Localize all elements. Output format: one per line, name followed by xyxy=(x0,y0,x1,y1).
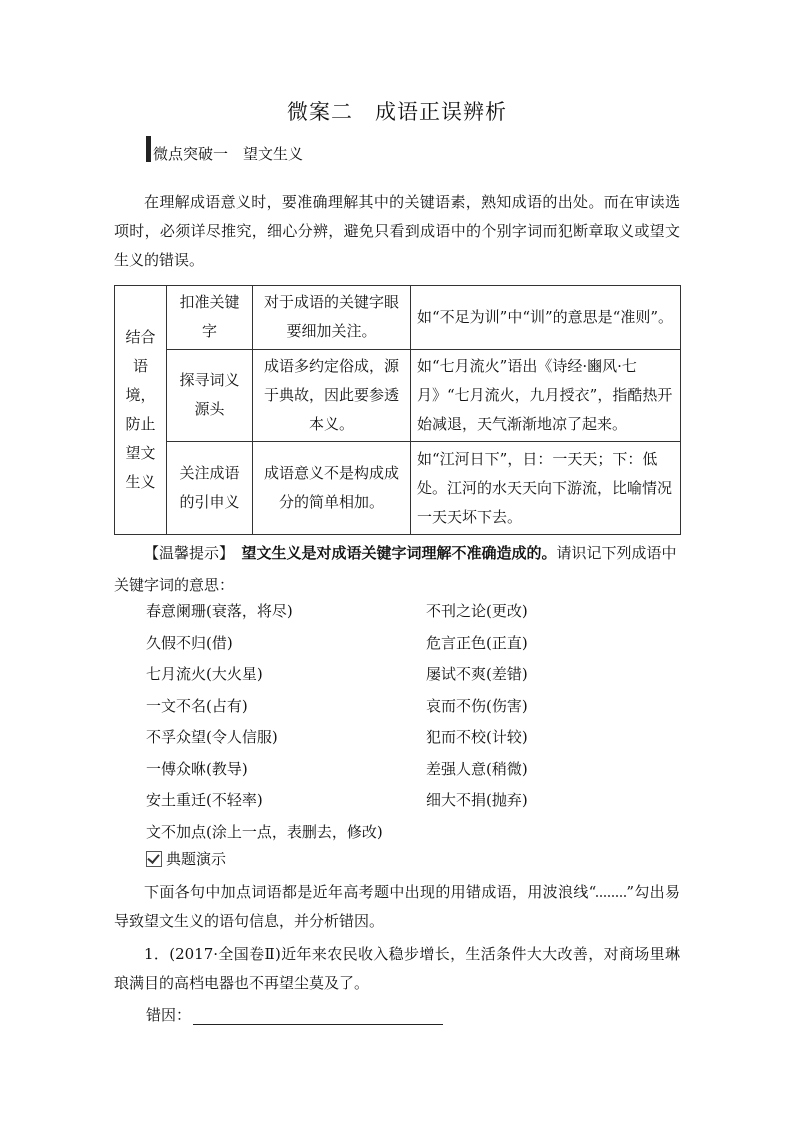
instruction-part-a: 下面各句中加点词语都是近年高考题中出现的用错成语，用波浪线“ xyxy=(144,883,597,901)
idiom-list xyxy=(146,596,666,848)
section-heading xyxy=(146,140,303,166)
idiom-left: 文不加点(涂上一点，表删去，修改) xyxy=(146,822,383,841)
list-item xyxy=(146,754,666,786)
idiom-left: 一傅众咻(教导) xyxy=(146,759,248,778)
answer-blank[interactable] xyxy=(193,1004,443,1025)
method-cell: 探寻词义源头 xyxy=(167,349,253,442)
tip-bold-text: 望文生义是对成语关键字词理解不准确造成的。 xyxy=(241,544,557,562)
method-table xyxy=(114,285,681,535)
idiom-right: 屡试不爽(差错) xyxy=(426,665,528,683)
idiom-left: 久假不归(借) xyxy=(146,633,233,652)
tip-label: 【温馨提示】 xyxy=(144,544,227,562)
demo-heading xyxy=(146,848,226,869)
tip-rest-text: 请识记下列成语中关键字词的意思： xyxy=(114,544,677,594)
answer-label: 错因： xyxy=(146,1006,192,1024)
demo-instruction xyxy=(114,878,680,936)
method-cell: 关注成语的引申义 xyxy=(167,442,253,535)
list-item xyxy=(146,722,666,754)
example-cell: 如“江河日下”，日：一天天；下：低处。江河的水天天向下游流，比喻情况一天天坏下去。 xyxy=(411,442,681,535)
group-label: 结合语境，防止望文生义 xyxy=(125,328,156,491)
intro-paragraph: 在理解成语意义时，要准确理解其中的关键语素，熟知成语的出处。而在审读选项时，必须详尽推究，细心分辨，避免只看到成语中的个别字词而犯断章取义或望文生义的错误。 xyxy=(114,193,680,269)
list-item xyxy=(146,659,666,691)
section-marker-icon xyxy=(146,136,151,162)
table-row xyxy=(115,349,681,442)
idiom-right: 差强人意(稍微) xyxy=(426,759,528,778)
checkbox-check-icon xyxy=(146,851,162,867)
idiom-left: 安土重迁(不轻率) xyxy=(146,791,263,809)
idiom-right: 犯而不校(计较) xyxy=(426,728,528,746)
demo-heading-text: 典题演示 xyxy=(166,850,227,868)
idiom-left: 春意阑珊(衰落，将尽) xyxy=(146,602,293,620)
wavy-line-icon xyxy=(596,885,626,897)
table-row xyxy=(115,286,681,350)
method-cell: 扣准关键字 xyxy=(167,286,253,350)
desc-cell: 成语意义不是构成成分的简单相加。 xyxy=(253,442,411,535)
answer-row xyxy=(146,1004,443,1025)
group-label-cell xyxy=(115,286,167,535)
list-item xyxy=(146,817,666,849)
idiom-right: 危言正色(正直) xyxy=(426,633,528,652)
desc-cell: 成语多约定俗成，源于典故，因此要参透本义。 xyxy=(253,349,411,442)
idiom-left: 七月流火(大火星) xyxy=(146,665,263,683)
idiom-right: 细大不捐(抛弃) xyxy=(426,791,528,809)
question-1: 1．(2017·全国卷Ⅱ)近年来农民收入稳步增长，生活条件大大改善，对商场里琳琅满目的高档电器也不再望尘莫及了。 xyxy=(114,945,680,992)
idiom-right: 不刊之论(更改) xyxy=(426,602,528,620)
idiom-right: 哀而不伤(伤害) xyxy=(426,696,528,715)
list-item xyxy=(146,785,666,817)
page-title: 微案二 成语正误辨析 xyxy=(287,100,507,124)
tip-paragraph xyxy=(114,537,680,601)
list-item xyxy=(146,628,666,660)
table-row xyxy=(115,442,681,535)
section-heading-text: 微点突破一 望文生义 xyxy=(153,144,304,163)
instruction-part-b: ”勾出易导致望文生义的语句信息，并分析错因。 xyxy=(114,883,681,930)
example-cell: 如“七月流火”语出《诗经·豳风·七月》“七月流火，九月授衣”，指酷热开始减退，天气渐渐地凉了起来。 xyxy=(411,349,681,442)
list-item xyxy=(146,596,666,628)
idiom-left: 不孚众望(令人信服) xyxy=(146,728,278,746)
desc-cell: 对于成语的关键字眼要细加关注。 xyxy=(253,286,411,350)
example-cell: 如“不足为训”中“训”的意思是“准则”。 xyxy=(411,286,681,350)
list-item xyxy=(146,691,666,723)
idiom-left: 一文不名(占有) xyxy=(146,696,248,715)
